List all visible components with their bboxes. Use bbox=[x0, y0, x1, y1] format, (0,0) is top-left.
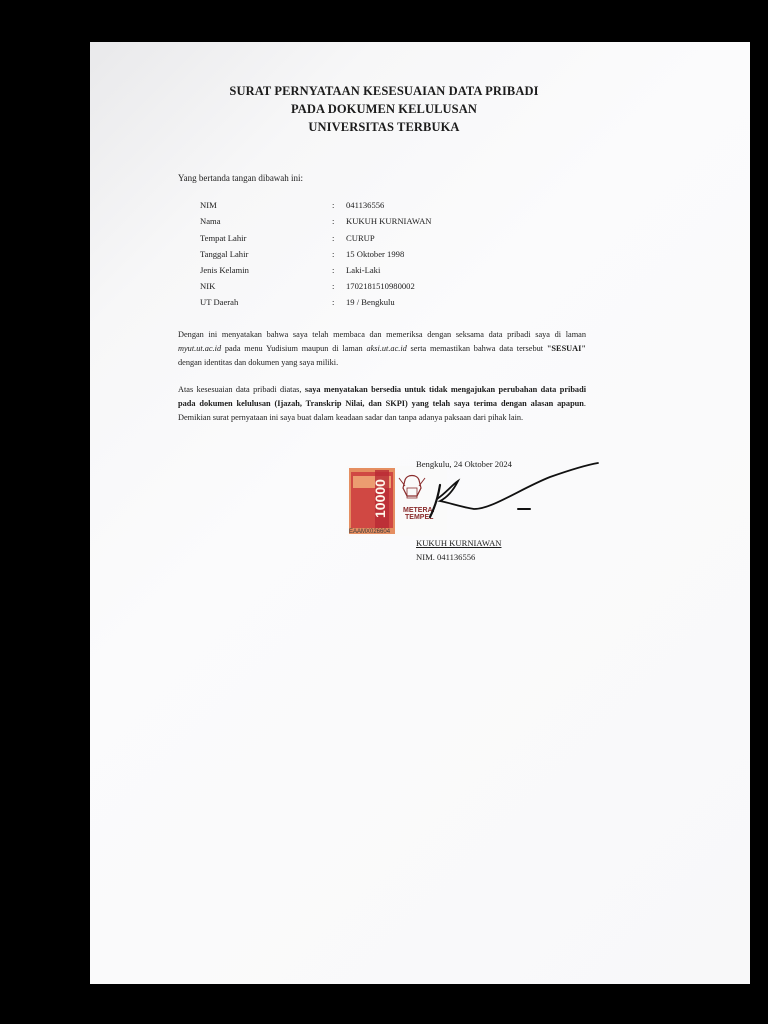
field-colon: : bbox=[332, 265, 335, 275]
paragraph-text: pada menu Yudisium maupun di laman bbox=[221, 344, 367, 353]
field-label: NIK bbox=[200, 281, 216, 291]
field-label: UT Daerah bbox=[200, 297, 239, 307]
field-value: 041136556 bbox=[346, 200, 385, 210]
signer-name: KUKUH KURNIAWAN bbox=[416, 538, 502, 548]
field-row-jenis-kelamin bbox=[200, 265, 500, 281]
field-value: 1702181510980002 bbox=[346, 281, 415, 291]
field-row-tanggal-lahir bbox=[200, 249, 500, 265]
website-myut: myut.ut.ac.id bbox=[178, 344, 222, 353]
stamp-line-2: TEMPEL bbox=[405, 514, 434, 521]
field-colon: : bbox=[332, 297, 335, 307]
field-label: Jenis Kelamin bbox=[200, 265, 249, 275]
field-colon: : bbox=[332, 216, 335, 226]
field-row-tempat-lahir bbox=[200, 233, 500, 249]
field-label: Tempat Lahir bbox=[200, 233, 247, 243]
field-row-nim bbox=[200, 200, 500, 216]
document-title-line-1: SURAT PERNYATAAN KESESUAIAN DATA PRIBADI bbox=[229, 84, 539, 98]
handwritten-signature bbox=[410, 455, 610, 525]
paragraph-text: serta memastikan bahwa data tersebut bbox=[406, 344, 547, 353]
website-aksi: aksi.ut.ac.id bbox=[366, 344, 407, 353]
stamp-line-1: METERAI bbox=[403, 507, 435, 514]
stamp-denomination: 10000 bbox=[372, 479, 388, 518]
field-value: CURUP bbox=[346, 233, 375, 243]
commitment-emphasis: saya menyatakan bersedia untuk tidak mengajukan perubahan data pribadi pada dokumen kelulusan (Ijazah, Transkrip Nilai, dan SKPI) yang telah saya terima dengan alasan apapun bbox=[178, 385, 587, 408]
field-value: Laki-Laki bbox=[346, 265, 381, 275]
document-title-line-2: PADA DOKUMEN KELULUSAN bbox=[290, 102, 477, 116]
paragraph-text: Dengan ini menyatakan bahwa saya telah membaca dan memeriksa dengan seksama data pribadi saya di laman bbox=[178, 330, 586, 339]
sesuai-emphasis: "SESUAI" bbox=[546, 344, 586, 353]
field-value: KUKUH KURNIAWAN bbox=[346, 216, 432, 226]
paragraph-text: Atas kesesuaian data pribadi diatas, bbox=[178, 385, 305, 394]
field-value: 19 / Bengkulu bbox=[346, 297, 395, 307]
field-colon: : bbox=[332, 281, 335, 291]
stamp-serial: EAAMX026604 bbox=[349, 529, 391, 535]
field-row-nama bbox=[200, 216, 500, 232]
field-value: 15 Oktober 1998 bbox=[346, 249, 405, 259]
paragraph-text: . Demikian surat pernyataan ini saya buat dalam keadaan sadar dan tanpa adanya paksaan dari pihak lain. bbox=[178, 399, 586, 422]
signer-nim: NIM. 041136556 bbox=[416, 552, 476, 562]
field-label: NIM bbox=[200, 200, 217, 210]
intro-text: Yang bertanda tangan dibawah ini: bbox=[178, 173, 304, 183]
field-colon: : bbox=[332, 249, 335, 259]
field-colon: : bbox=[332, 200, 335, 210]
field-colon: : bbox=[332, 233, 335, 243]
paragraph-text: dengan identitas dan dokumen yang saya miliki. bbox=[178, 358, 339, 367]
field-label: Tanggal Lahir bbox=[200, 249, 249, 259]
statement-paragraph-2 bbox=[178, 383, 586, 425]
field-row-ut-daerah bbox=[200, 297, 500, 313]
field-label: Nama bbox=[200, 216, 221, 226]
field-row-nik bbox=[200, 281, 500, 297]
statement-paragraph-1 bbox=[178, 328, 586, 370]
place-date: Bengkulu, 24 Oktober 2024 bbox=[416, 459, 512, 469]
document-title-line-3: UNIVERSITAS TERBUKA bbox=[308, 120, 460, 134]
